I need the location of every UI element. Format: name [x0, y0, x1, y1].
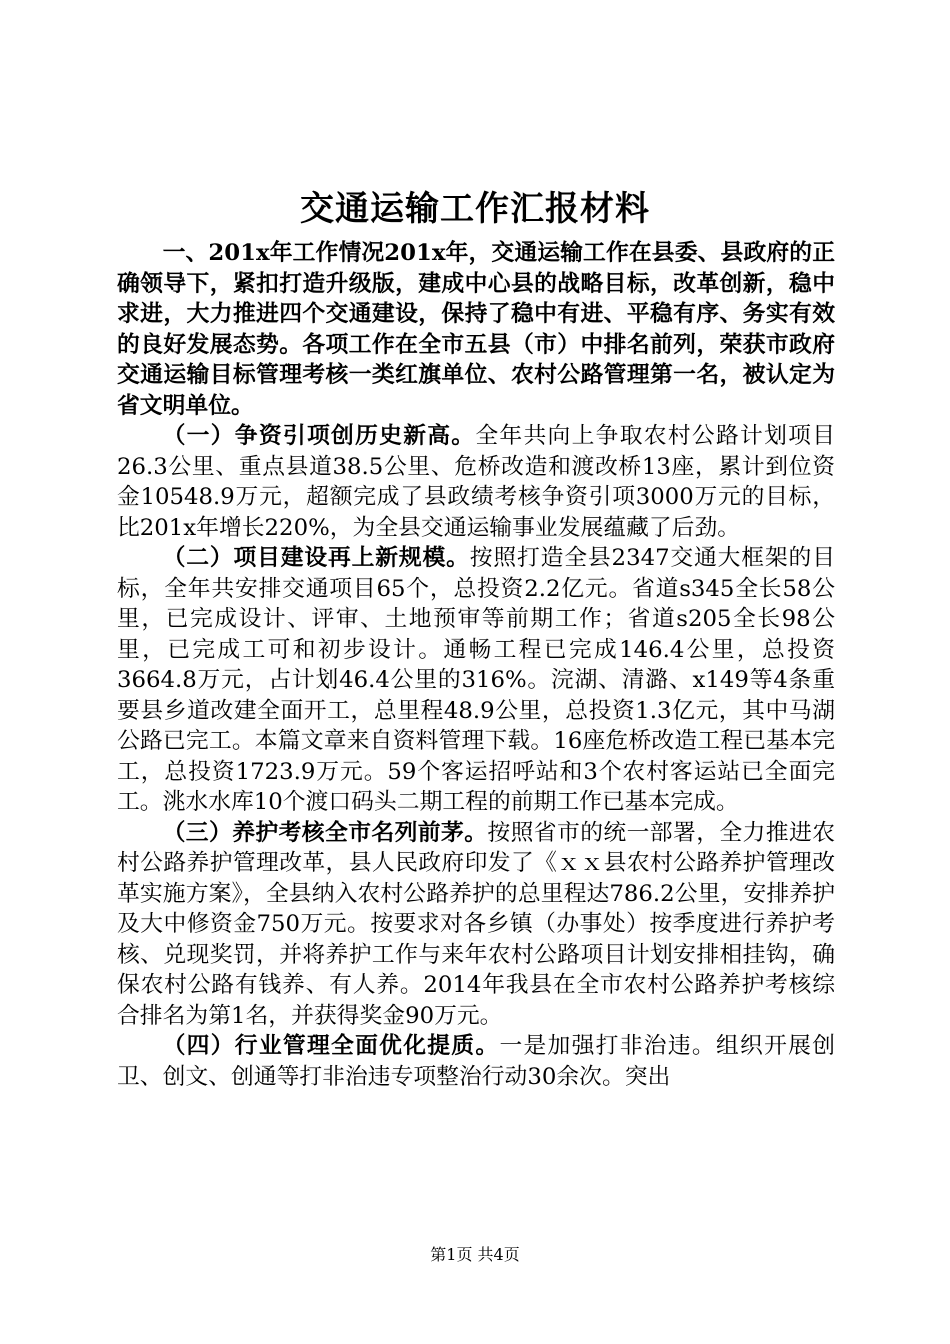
paragraph-overview [117, 238, 835, 421]
paragraph-projects [117, 543, 835, 818]
paragraph-heading: （二）项目建设再上新规模。 [162, 545, 470, 571]
document-title: 交通运输工作汇报材料 [300, 189, 650, 229]
paragraph-maintenance [117, 818, 835, 1032]
paragraph-text: 一是加强打非治违。组织开展创卫、创文、创通等打非治违专项整治行动30余次。突出 [117, 1033, 836, 1090]
document-body [117, 238, 835, 1092]
paragraph-text: 全年共向上争取农村公路计划项目26.3公里、重点县道38.5公里、危桥改造和渡改桥13座，累计到位资金10548.9万元，超额完成了县政绩考核争资引项3000万元的目标，比201x年增长220%，为全县交通运输事业发展蕴藏了后劲。 [117, 423, 836, 541]
paragraph-text: 按照打造全县2347交通大框架的目标，全年共安排交通项目65个，总投资2.2亿元。省道s345全长58公里，已完成设计、评审、土地预审等前期工作；省道s205全长98公里，已完成工可和初步设计。通畅工程已完成146.4公里，总投资3664.8万元，占计划46.4公里的316%。浣湖、清潞、x149等4条重要县乡道改建全面开工，总里程48.9公里，总投资1.3亿元，其中马湖公路已完工。本篇文章来自资料管理下载。16座危桥改造工程已基本完工，总投资1723.9万元。59个客运招呼站和3个农村客运站已全面完工。洮水水库10个渡口码头二期工程的前期工作已基本完成。 [117, 545, 835, 815]
paragraph-text: 一、201x年工作情况201x年，交通运输工作在县委、县政府的正确领导下，紧扣打造升级版，建成中心县的战略目标，改革创新，稳中求进，大力推进四个交通建设，保持了稳中有进、平稳有序、务实有效的良好发展态势。各项工作在全市五县（市）中排名前列，荣获市政府交通运输目标管理考核一类红旗单位、农村公路管理第一名，被认定为省文明单位。 [117, 240, 835, 419]
paragraph-management [117, 1031, 835, 1092]
page-footer: 第1页 共4页 [430, 1245, 520, 1264]
paragraph-heading: （一）争资引项创历史新高。 [162, 423, 476, 449]
paragraph-funding [117, 421, 835, 543]
paragraph-heading: （三）养护考核全市名列前茅。 [162, 819, 488, 846]
paragraph-text: 按照省市的统一部署，全力推进农村公路养护管理改革，县人民政府印发了《ｘｘ县农村公路养护管理改革实施方案》，全县纳入农村公路养护的总里程达786.2公里，安排养护及大中修资金750万元。按要求对各乡镇（办事处）按季度进行养护考核、兑现奖罚，并将养护工作与来年农村公路项目计划安排相挂钩，确保农村公路有钱养、有人养。2014年我县在全市农村公路养护考核综合排名为第1名，并获得奖金90万元。 [117, 819, 836, 1029]
paragraph-heading: （四）行业管理全面优化提质。 [162, 1033, 500, 1059]
